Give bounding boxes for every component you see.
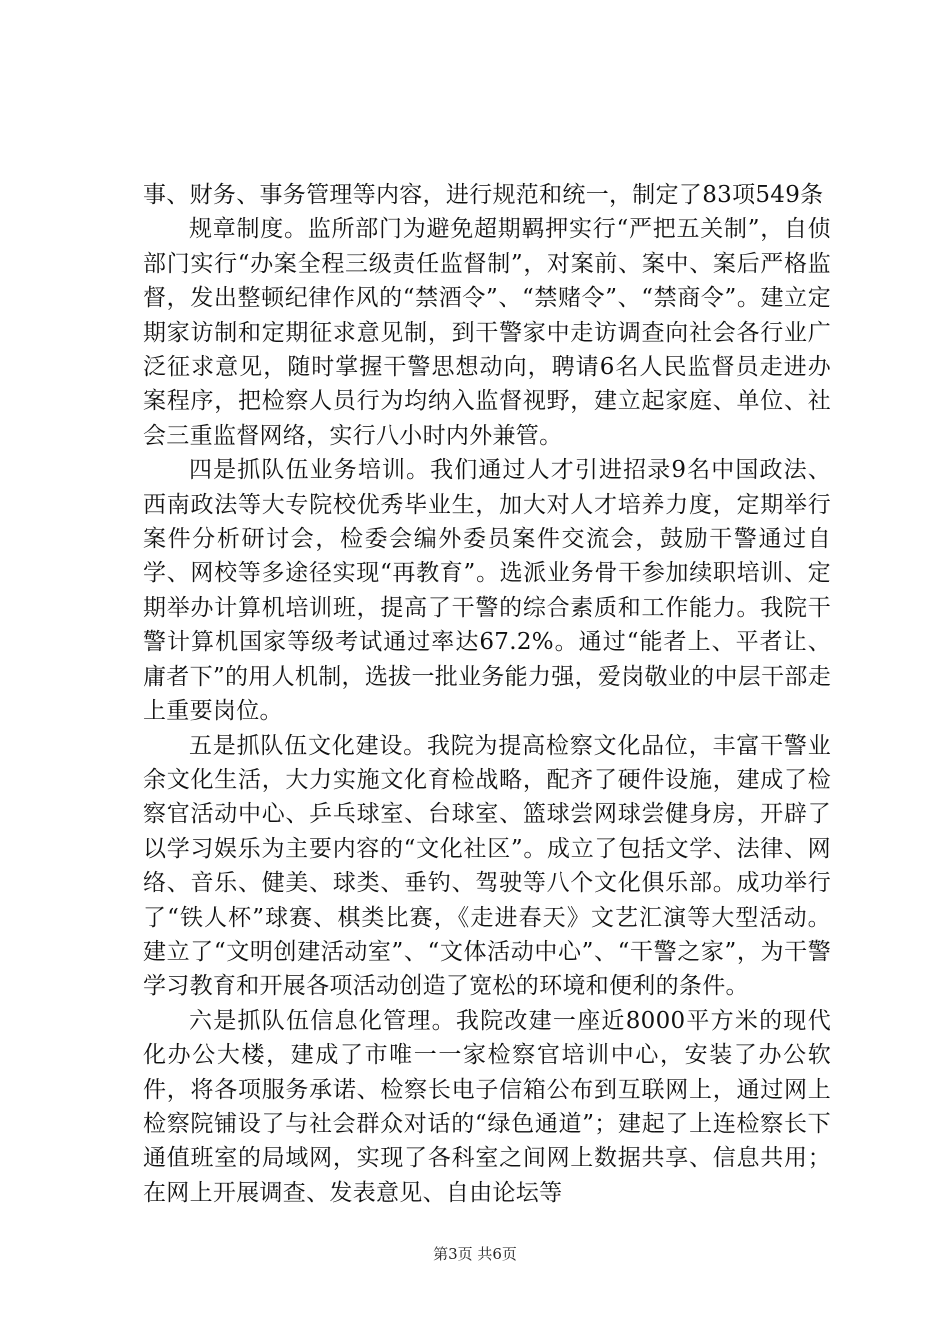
paragraph-training: 四是抓队伍业务培训。我们通过人才引进招录9名中国政法、西南政法等大专院校优秀毕业生，加大对人才培养力度，定期举行案件分析研讨会，检委会编外委员案件交流会，鼓励干警通过自学、网校等多途径实现“再教育”。选派业务骨干参加续职培训、定期举办计算机培训班，提高了干警的综合素质和工作能力。我院干警计算机国家等级考试通过率达67.2%。通过“能者上、平者让、庸者下”的用人机制，选拔一批业务能力强，爱岗敬业的中层干部走上重要岗位。 (143, 457, 831, 725)
paragraph-culture: 五是抓队伍文化建设。我院为提高检察文化品位，丰富干警业余文化生活，大力实施文化育检战略，配齐了硬件设施，建成了检察官活动中心、乒乓球室、台球室、篮球尝网球尝健身房，开辟了以学习娱乐为主要内容的“文化社区”。成立了包括文学、法律、网络、音乐、健美、球类、垂钓、驾驶等八个文化俱乐部。成功举行了“铁人杯”球赛、棋类比赛，《走进春天》文艺汇演等大型活动。建立了“文明创建活动室”、“文体活动中心”、“干警之家”，为干警学习教育和开展各项活动创造了宽松的环境和便利的条件。 (143, 732, 831, 1000)
paragraph-continuation: 事、财务、事务管理等内容，进行规范和统一，制定了83项549条 (143, 182, 824, 208)
document-body (143, 178, 831, 1210)
paragraph-regulations: 规章制度。监所部门为避免超期羁押实行“严把五关制”，自侦部门实行“办案全程三级责任监督制”，对案前、案中、案后严格监督，发出整顿纪律作风的“禁酒令”、“禁赌令”、“禁商令”。建立定期家访制和定期征求意见制，到干警家中走访调查向社会各行业广泛征求意见，随时掌握干警思想动向，聘请6名人民监督员走进办案程序，把检察人员行为均纳入监督视野，建立起家庭、单位、社会三重监督网络，实行八小时内外兼管。 (143, 216, 831, 449)
page-number-footer: 第3页 共6页 (433, 1245, 517, 1263)
paragraph-informatization: 六是抓队伍信息化管理。我院改建一座近8000平方米的现代化办公大楼，建成了市唯一一家检察官培训中心，安装了办公软件，将各项服务承诺、检察长电子信箱公布到互联网上，通过网上检察院铺设了与社会群众对话的“绿色通道”；建起了上连检察长下通值班室的局域网，实现了各科室之间网上数据共享、信息共用；在网上开展调查、发表意见、自由论坛等 (143, 1007, 831, 1206)
